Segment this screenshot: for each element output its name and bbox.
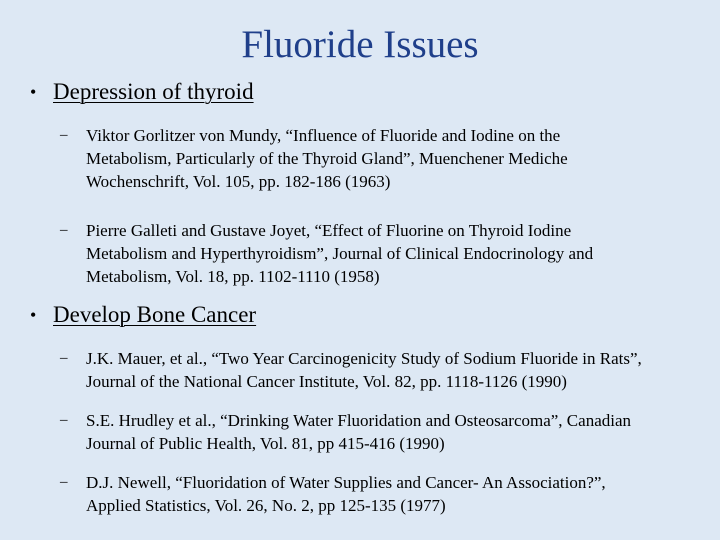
dash-icon: – xyxy=(60,222,68,238)
dash-icon: – xyxy=(60,412,68,428)
reference-line: Viktor Gorlitzer von Mundy, “Influence of Fluoride and Iodine on the xyxy=(86,126,561,145)
reference-line: Metabolism and Hyperthyroidism”, Journal of Clinical Endocrinology and xyxy=(86,244,594,263)
section-thyroid xyxy=(0,77,720,288)
reference-line: Pierre Galleti and Gustave Joyet, “Effect of Fluorine on Thyroid Iodine xyxy=(86,221,572,240)
reference-item xyxy=(0,409,720,455)
dash-icon: – xyxy=(60,474,68,490)
reference-line: Journal of the National Cancer Institute, Vol. 82, pp. 1118-1126 (1990) xyxy=(86,372,567,391)
reference-item xyxy=(0,347,720,393)
reference-line: S.E. Hrudley et al., “Drinking Water Fluoridation and Osteosarcoma”, Canadian xyxy=(86,411,632,430)
bullet-heading: Depression of thyroid xyxy=(53,79,254,104)
reference-line: Wochenschrift, Vol. 105, pp. 182-186 (1963) xyxy=(86,172,391,191)
section-bone-cancer xyxy=(0,300,720,517)
reference-line: Journal of Public Health, Vol. 81, pp 415-416 (1990) xyxy=(86,434,445,453)
reference-text xyxy=(86,409,706,455)
reference-item xyxy=(0,219,720,288)
reference-line: Metabolism, Particularly of the Thyroid Gland”, Muenchener Mediche xyxy=(86,149,568,168)
reference-list xyxy=(0,124,720,288)
reference-list xyxy=(0,347,720,517)
slide-title: Fluoride Issues xyxy=(241,23,479,66)
reference-item xyxy=(0,471,720,517)
bullet-heading-row xyxy=(0,77,720,107)
reference-text xyxy=(86,471,706,517)
dash-icon: – xyxy=(60,127,68,143)
reference-line: J.K. Mauer, et al., “Two Year Carcinogenicity Study of Sodium Fluoride in Rats”, xyxy=(86,349,642,368)
bullet-heading-row xyxy=(0,300,720,330)
reference-line: D.J. Newell, “Fluoridation of Water Supplies and Cancer- An Association?”, xyxy=(86,473,606,492)
reference-item xyxy=(0,124,720,193)
reference-text xyxy=(86,347,706,393)
dash-icon: – xyxy=(60,350,68,366)
bullet-icon: • xyxy=(30,305,37,325)
bullet-heading: Develop Bone Cancer xyxy=(53,302,257,327)
reference-line: Metabolism, Vol. 18, pp. 1102-1110 (1958) xyxy=(86,267,380,286)
reference-line: Applied Statistics, Vol. 26, No. 2, pp 125-135 (1977) xyxy=(86,496,446,515)
bullet-icon: • xyxy=(30,82,37,102)
reference-text xyxy=(86,124,706,193)
reference-text xyxy=(86,219,706,288)
